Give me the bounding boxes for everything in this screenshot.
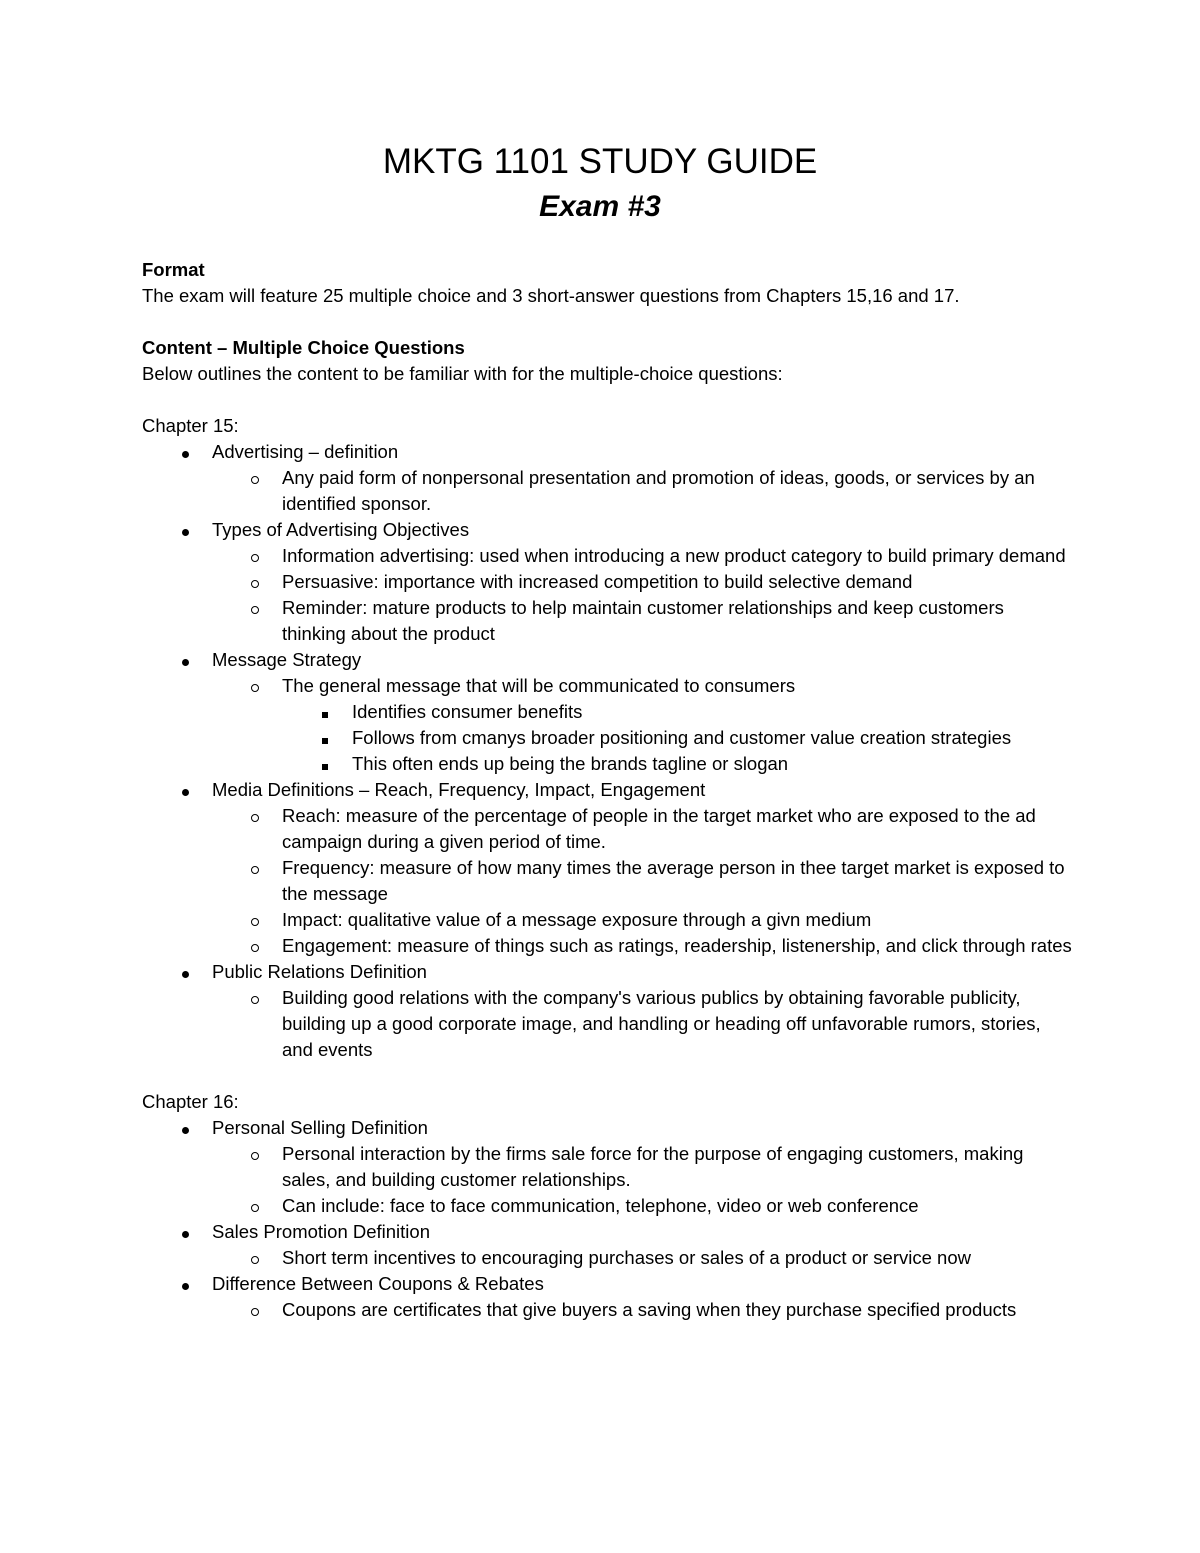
detail-text: Information advertising: used when introducing a new product category to build primary demand xyxy=(282,545,1066,566)
format-heading: Format xyxy=(142,259,205,280)
disc-icon xyxy=(182,659,189,666)
topic-item xyxy=(142,647,1072,777)
circle-icon xyxy=(251,554,259,562)
detail-text: Persuasive: importance with increased competition to build selective demand xyxy=(282,571,913,592)
chapter-topic-list xyxy=(142,439,1072,1063)
circle-bullet-icon xyxy=(245,1297,265,1323)
disc-icon xyxy=(182,1231,189,1238)
circle-bullet-icon xyxy=(245,933,265,959)
topic-detail-list xyxy=(212,465,1072,517)
detail-item xyxy=(212,465,1072,517)
circle-bullet-icon xyxy=(245,465,265,491)
chapter-label: Chapter 15: xyxy=(142,415,239,436)
sub-detail-text: Follows from cmanys broader positioning and customer value creation strategies xyxy=(352,727,1012,748)
sub-detail-item xyxy=(282,751,1072,777)
document-subtitle: Exam #3 xyxy=(539,190,661,223)
topic-text: Public Relations Definition xyxy=(212,961,427,982)
disc-bullet-icon xyxy=(175,1271,195,1297)
circle-bullet-icon xyxy=(245,569,265,595)
circle-bullet-icon xyxy=(245,1245,265,1271)
format-text: The exam will feature 25 multiple choice and 3 short-answer questions from Chapters 15,16 and 17. xyxy=(142,285,960,306)
circle-icon xyxy=(251,684,259,692)
circle-bullet-icon xyxy=(245,595,265,621)
content-intro: Below outlines the content to be familiar with for the multiple-choice questions: xyxy=(142,363,783,384)
circle-icon xyxy=(251,476,259,484)
disc-bullet-icon xyxy=(175,1115,195,1141)
sub-detail-item xyxy=(282,725,1072,751)
topic-item xyxy=(142,777,1072,959)
disc-icon xyxy=(182,971,189,978)
circle-icon xyxy=(251,606,259,614)
topic-text: Personal Selling Definition xyxy=(212,1117,428,1138)
detail-item xyxy=(212,1141,1072,1193)
topic-detail-list xyxy=(212,1141,1072,1219)
circle-icon xyxy=(251,1308,259,1316)
disc-icon xyxy=(182,1283,189,1290)
topic-text: Difference Between Coupons & Rebates xyxy=(212,1273,544,1294)
circle-icon xyxy=(251,1152,259,1160)
sub-detail-list xyxy=(282,699,1072,777)
disc-bullet-icon xyxy=(175,1219,195,1245)
topic-detail-list xyxy=(212,985,1072,1063)
square-icon xyxy=(322,738,328,744)
disc-icon xyxy=(182,529,189,536)
detail-text: Any paid form of nonpersonal presentation and promotion of ideas, goods, or services by an identified sponsor. xyxy=(282,467,1035,514)
circle-bullet-icon xyxy=(245,1141,265,1167)
detail-item xyxy=(212,595,1072,647)
detail-item xyxy=(212,673,1072,777)
circle-bullet-icon xyxy=(245,673,265,699)
circle-bullet-icon xyxy=(245,985,265,1011)
circle-icon xyxy=(251,814,259,822)
topic-item xyxy=(142,1219,1072,1271)
topic-detail-list xyxy=(212,803,1072,959)
sub-detail-item xyxy=(282,699,1072,725)
circle-icon xyxy=(251,866,259,874)
topic-item xyxy=(142,1115,1072,1219)
sub-detail-text: Identifies consumer benefits xyxy=(352,701,583,722)
topic-text: Sales Promotion Definition xyxy=(212,1221,430,1242)
disc-bullet-icon xyxy=(175,959,195,985)
chapters-container xyxy=(142,413,1072,1323)
detail-text: Short term incentives to encouraging purchases or sales of a product or service now xyxy=(282,1247,971,1268)
detail-text: Building good relations with the company's various publics by obtaining favorable publicity, building up a good corporate image, and handling or heading off unfavorable rumors, stories, and events xyxy=(282,987,1041,1060)
topic-item xyxy=(142,959,1072,1063)
circle-icon xyxy=(251,944,259,952)
sub-detail-text: This often ends up being the brands tagline or slogan xyxy=(352,753,789,774)
detail-text: Engagement: measure of things such as ratings, readership, listenership, and click through rates xyxy=(282,935,1072,956)
detail-text: Reminder: mature products to help maintain customer relationships and keep customers thinking about the product xyxy=(282,597,1004,644)
circle-bullet-icon xyxy=(245,855,265,881)
square-bullet-icon xyxy=(315,751,335,777)
detail-text: Reach: measure of the percentage of people in the target market who are exposed to the ad campaign during a given period of time. xyxy=(282,805,1036,852)
disc-bullet-icon xyxy=(175,517,195,543)
chapter-label: Chapter 16: xyxy=(142,1091,239,1112)
detail-item xyxy=(212,985,1072,1063)
topic-item xyxy=(142,517,1072,647)
detail-item xyxy=(212,933,1072,959)
detail-item xyxy=(212,1245,1072,1271)
detail-item xyxy=(212,907,1072,933)
detail-item xyxy=(212,1193,1072,1219)
circle-icon xyxy=(251,918,259,926)
topic-detail-list xyxy=(212,1245,1072,1271)
topic-detail-list xyxy=(212,1297,1072,1323)
detail-item xyxy=(212,543,1072,569)
detail-text: Frequency: measure of how many times the average person in thee target market is exposed to the message xyxy=(282,857,1065,904)
topic-detail-list xyxy=(212,673,1072,777)
section-spacer xyxy=(142,309,1072,335)
square-bullet-icon xyxy=(315,699,335,725)
document-body xyxy=(142,257,1072,1323)
square-bullet-icon xyxy=(315,725,335,751)
disc-bullet-icon xyxy=(175,439,195,465)
square-icon xyxy=(322,712,328,718)
detail-text: The general message that will be communicated to consumers xyxy=(282,675,796,696)
disc-bullet-icon xyxy=(175,777,195,803)
section-spacer xyxy=(142,387,1072,413)
square-icon xyxy=(322,764,328,770)
content-heading: Content – Multiple Choice Questions xyxy=(142,337,465,358)
disc-bullet-icon xyxy=(175,647,195,673)
circle-bullet-icon xyxy=(245,907,265,933)
detail-item xyxy=(212,569,1072,595)
disc-icon xyxy=(182,1127,189,1134)
topic-text: Types of Advertising Objectives xyxy=(212,519,470,540)
detail-item xyxy=(212,803,1072,855)
circle-icon xyxy=(251,1256,259,1264)
circle-icon xyxy=(251,580,259,588)
disc-icon xyxy=(182,789,189,796)
detail-item xyxy=(212,1297,1072,1323)
document-title: MKTG 1101 STUDY GUIDE xyxy=(382,142,818,181)
circle-bullet-icon xyxy=(245,543,265,569)
detail-text: Can include: face to face communication, telephone, video or web conference xyxy=(282,1195,919,1216)
topic-detail-list xyxy=(212,543,1072,647)
detail-text: Impact: qualitative value of a message exposure through a givn medium xyxy=(282,909,872,930)
chapter-topic-list xyxy=(142,1115,1072,1323)
circle-bullet-icon xyxy=(245,1193,265,1219)
topic-text: Media Definitions – Reach, Frequency, Impact, Engagement xyxy=(212,779,706,800)
topic-text: Message Strategy xyxy=(212,649,362,670)
disc-icon xyxy=(182,451,189,458)
detail-text: Coupons are certificates that give buyers a saving when they purchase specified products xyxy=(282,1299,1017,1320)
circle-icon xyxy=(251,996,259,1004)
topic-item xyxy=(142,1271,1072,1323)
detail-item xyxy=(212,855,1072,907)
topic-item xyxy=(142,439,1072,517)
circle-icon xyxy=(251,1204,259,1212)
section-spacer xyxy=(142,1063,1072,1089)
topic-text: Advertising – definition xyxy=(212,441,399,462)
circle-bullet-icon xyxy=(245,803,265,829)
detail-text: Personal interaction by the firms sale force for the purpose of engaging customers, making sales, and building customer relationships. xyxy=(282,1143,1024,1190)
